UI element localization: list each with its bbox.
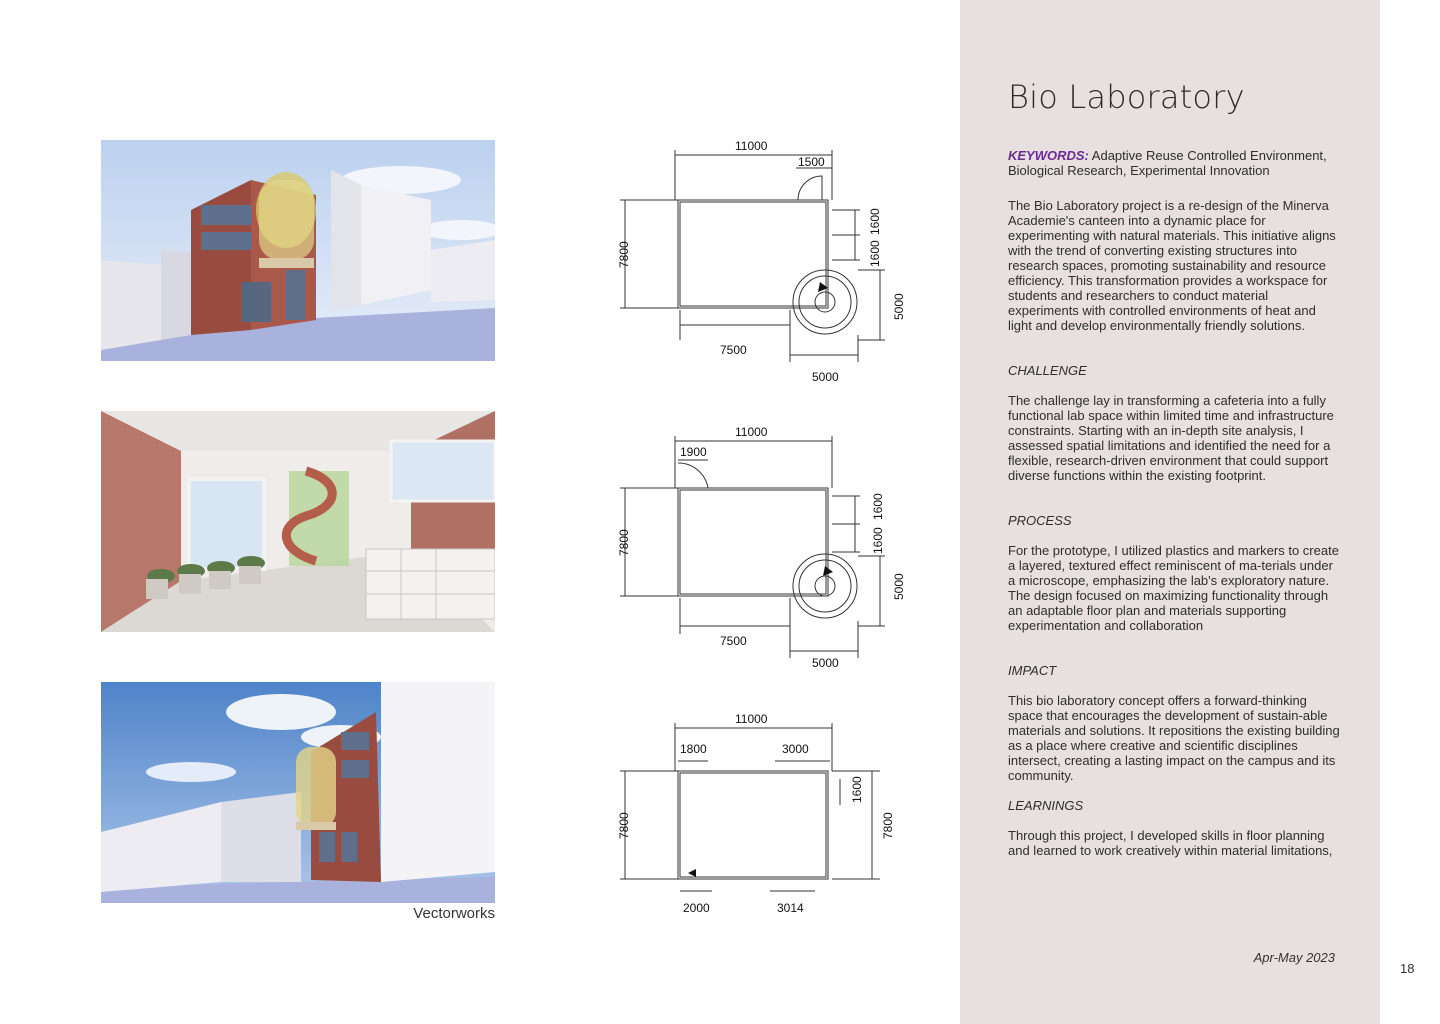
dim-bottom: 7500 bbox=[720, 634, 747, 648]
exterior-render-image bbox=[101, 140, 495, 361]
project-date: Apr-May 2023 bbox=[1253, 950, 1335, 965]
dim-window-a: 1600 bbox=[868, 208, 882, 235]
dim-stair-height: 5000 bbox=[892, 573, 906, 600]
learnings-heading: LEARNINGS bbox=[1008, 798, 1084, 813]
floor-plan-drawing bbox=[600, 416, 920, 676]
dim-depth: 7800 bbox=[617, 529, 631, 556]
dim-bottom-left: 2000 bbox=[683, 901, 710, 915]
dim-width: 11000 bbox=[735, 712, 768, 726]
process-heading: PROCESS bbox=[1008, 513, 1072, 528]
page-number: 18 bbox=[1400, 961, 1415, 976]
impact-heading: IMPACT bbox=[1008, 663, 1057, 678]
dim-width: 11000 bbox=[735, 139, 768, 153]
dim-stair-width: 5000 bbox=[812, 656, 839, 670]
dim-depth: 7800 bbox=[617, 241, 631, 268]
exterior-render-2 bbox=[101, 682, 495, 903]
process-paragraph: For the prototype, I utilized plastics and markers to create a layered, textured effect reminiscent of ma-terials under a microscope, emphasizing the lab's exploratory nature. The design focused on maximizing functionality through an adaptable floor plan and materials supporting experimentation and collaboration bbox=[1008, 543, 1339, 633]
dim-bottom-right: 3014 bbox=[777, 901, 804, 915]
floor-plan-3 bbox=[600, 703, 920, 923]
project-title: Bio Laboratory bbox=[1008, 78, 1245, 116]
learnings-paragraph: Through this project, I developed skills in floor planning and learned to work creatively within material limitations, bbox=[1008, 828, 1333, 858]
challenge-paragraph: The challenge lay in transforming a cafeteria into a fully functional lab space within limited time and infrastructure constraints. Starting with an in-depth site analysis, I assessed spatial limitations and identified the need for a flexible, research-driven environment that could support diverse functions within the existing footprint. bbox=[1008, 393, 1334, 483]
keywords-text: Adaptive Reuse Controlled Environment, Biological Research, Experimental Innovation bbox=[1008, 148, 1327, 178]
interior-render-image bbox=[101, 411, 495, 632]
dim-door: 1500 bbox=[798, 155, 825, 169]
dim-stair-height: 5000 bbox=[892, 293, 906, 320]
keywords-label: KEYWORDS: bbox=[1008, 148, 1089, 163]
dim-window: 1600 bbox=[850, 776, 864, 803]
dim-window-a: 1600 bbox=[871, 493, 885, 520]
dim-top-right: 3000 bbox=[782, 742, 809, 756]
floor-plan-2 bbox=[600, 416, 920, 676]
dim-depth-left: 7800 bbox=[617, 812, 631, 839]
floor-plan-1 bbox=[600, 130, 920, 390]
exterior-render-image bbox=[101, 682, 495, 903]
dim-bottom: 7500 bbox=[720, 343, 747, 357]
dim-window-b: 1600 bbox=[871, 527, 885, 554]
challenge-heading: CHALLENGE bbox=[1008, 363, 1087, 378]
dim-top-left: 1800 bbox=[680, 742, 707, 756]
dim-door: 1900 bbox=[680, 445, 707, 459]
impact-paragraph: This bio laboratory concept offers a forward-thinking space that encourages the development of sustain-able materials and solutions. It repositions the existing building as a place where creative and scientific disciplines intersect, creating a lasting impact on the campus and its community. bbox=[1008, 693, 1340, 783]
dim-window-b: 1600 bbox=[868, 240, 882, 267]
description-panel bbox=[960, 0, 1380, 1024]
interior-render bbox=[101, 411, 495, 632]
software-caption: Vectorworks bbox=[413, 905, 495, 922]
floor-plan-drawing bbox=[600, 703, 920, 923]
intro-paragraph: The Bio Laboratory project is a re-design of the Minerva Academie's canteen into a dynamic place for experimenting with natural materials. This initiative aligns with the trend of converting existing structures into research spaces, promoting sustainability and resource efficiency. This transformation provides a workspace for students and researchers to conduct material experiments with controlled environments of heat and light and develop environmentally friendly solutions. bbox=[1008, 198, 1336, 333]
keywords-block bbox=[1008, 148, 1340, 178]
floor-plan-drawing bbox=[600, 130, 920, 390]
exterior-render-1 bbox=[101, 140, 495, 361]
dim-stair-width: 5000 bbox=[812, 370, 839, 384]
dim-depth-right: 7800 bbox=[881, 812, 895, 839]
dim-width: 11000 bbox=[735, 425, 768, 439]
